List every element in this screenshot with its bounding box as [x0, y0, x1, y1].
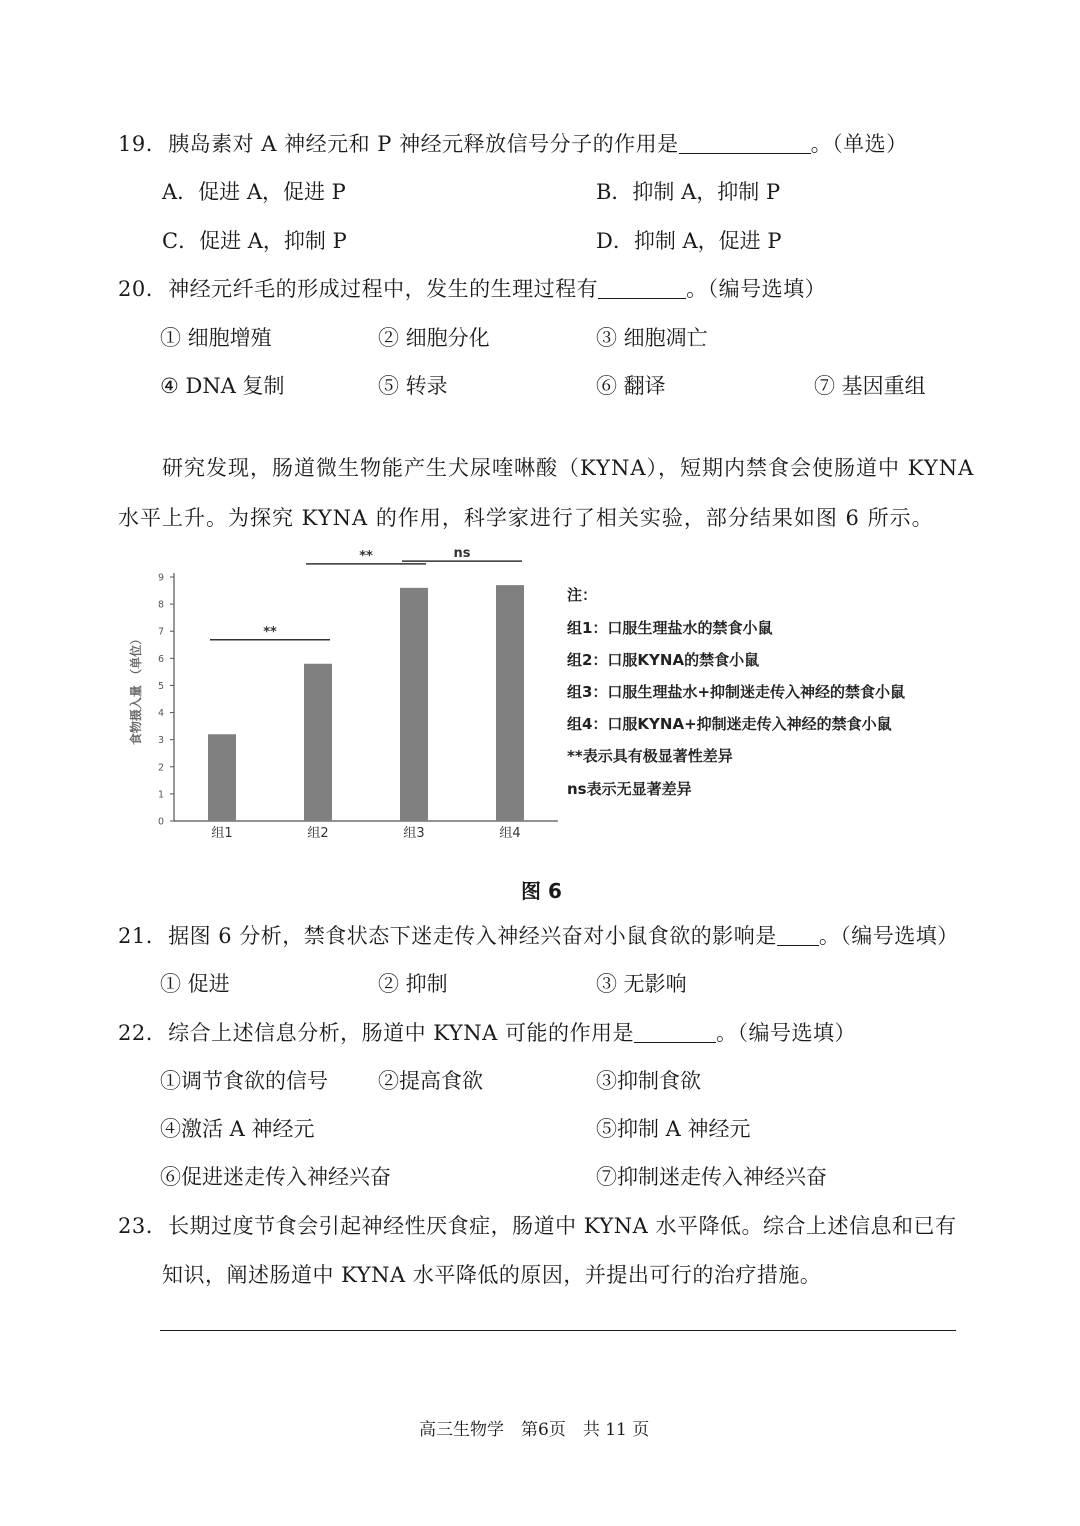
x-tick-label: 组4 — [499, 826, 521, 841]
note-significance: **表示具有极显著性差异 — [567, 747, 733, 765]
option-5[interactable]: ⑤抑制 A 神经元 — [596, 1117, 751, 1141]
question-tail: 。（编号选填） — [686, 277, 827, 301]
question-19 — [118, 128, 908, 158]
significance-label: ** — [263, 624, 277, 640]
note-group-1: 组1：口服生理盐水的禁食小鼠 — [567, 619, 773, 637]
option-4[interactable]: ④激活 A 神经元 — [160, 1117, 315, 1141]
y-tick-label: 3 — [157, 735, 164, 747]
option-2[interactable]: ② 细胞分化 — [378, 326, 490, 350]
question-text: 胰岛素对 A 神经元和 P 神经元释放信号分子的作用是 — [168, 132, 679, 156]
option-1[interactable]: ① 细胞增殖 — [160, 326, 272, 350]
option-5[interactable]: ⑤ 转录 — [378, 374, 448, 398]
option-7[interactable]: ⑦ 基因重组 — [814, 374, 926, 398]
question-tail: 。（编号选填） — [715, 1021, 856, 1045]
question-number: 19. — [118, 132, 153, 156]
notes-title: 注： — [567, 586, 598, 604]
option-d[interactable]: D．抑制 A，促进 P — [596, 229, 782, 253]
x-tick-label: 组3 — [403, 826, 425, 841]
bar-组4 — [496, 585, 524, 821]
option-6[interactable]: ⑥ 翻译 — [596, 374, 666, 398]
option-6[interactable]: ⑥促进迷走传入神经兴奋 — [160, 1165, 391, 1189]
question-22 — [118, 1017, 856, 1047]
answer-line[interactable] — [160, 1330, 956, 1331]
intro-line-1: 研究发现，肠道微生物能产生犬尿喹啉酸（KYNA），短期内禁食会使肠道中 KYNA — [162, 456, 975, 480]
note-group-2: 组2：口服KYNA的禁食小鼠 — [567, 651, 760, 669]
note-group-3: 组3：口服生理盐水+抑制迷走传入神经的禁食小鼠 — [567, 683, 906, 701]
intro-line-2: 水平上升。为探究 KYNA 的作用，科学家进行了相关实验，部分结果如图 6 所示。 — [118, 506, 934, 530]
question-21 — [118, 920, 959, 950]
question-20 — [118, 273, 826, 303]
y-axis-label: 食物摄入量 （单位） — [129, 632, 143, 746]
x-tick-label: 组1 — [211, 826, 233, 841]
option-1[interactable]: ① 促进 — [160, 972, 230, 996]
bar-组3 — [400, 588, 428, 821]
question-number: 21. — [118, 924, 153, 948]
option-b[interactable]: B．抑制 A，抑制 P — [596, 180, 781, 204]
answer-blank[interactable] — [634, 1021, 716, 1043]
answer-blank[interactable] — [777, 924, 819, 946]
question-number: 22. — [118, 1021, 153, 1045]
food-intake-bar-chart — [118, 546, 568, 855]
y-tick-label: 0 — [157, 816, 164, 828]
question-text: 据图 6 分析，禁食状态下迷走传入神经兴奋对小鼠食欲的影响是 — [168, 924, 777, 948]
option-c[interactable]: C．促进 A，抑制 P — [162, 229, 347, 253]
question-23-line-2: 知识，阐述肠道中 KYNA 水平降低的原因，并提出可行的治疗措施。 — [162, 1263, 822, 1287]
question-23 — [118, 1210, 956, 1240]
y-tick-label: 4 — [157, 708, 164, 720]
option-4[interactable]: ④ DNA 复制 — [160, 374, 285, 398]
bar-组1 — [208, 734, 236, 821]
question-text: 综合上述信息分析，肠道中 KYNA 可能的作用是 — [168, 1021, 634, 1045]
answer-blank[interactable] — [679, 132, 811, 154]
page-footer: 高三生物学 第6页 共 11 页 — [419, 1420, 650, 1440]
option-2[interactable]: ②提高食欲 — [378, 1069, 483, 1093]
bar-组2 — [304, 664, 332, 821]
question-tail: 。（编号选填） — [818, 924, 959, 948]
question-text: 神经元纤毛的形成过程中，发生的生理过程有 — [168, 277, 599, 301]
option-3[interactable]: ③抑制食欲 — [596, 1069, 701, 1093]
significance-label: ** — [359, 548, 373, 564]
note-group-4: 组4：口服KYNA+抑制迷走传入神经的禁食小鼠 — [567, 715, 892, 733]
y-tick-label: 7 — [157, 626, 164, 638]
option-a[interactable]: A．促进 A，促进 P — [162, 180, 346, 204]
y-tick-label: 8 — [157, 599, 164, 611]
note-ns: ns表示无显著差异 — [567, 780, 692, 798]
answer-blank[interactable] — [598, 277, 686, 299]
question-number: 20. — [118, 277, 153, 301]
option-3[interactable]: ③ 细胞凋亡 — [596, 326, 708, 350]
y-tick-label: 1 — [157, 789, 164, 801]
question-text-line-1: 长期过度节食会引起神经性厌食症，肠道中 KYNA 水平降低。综合上述信息和已有 — [168, 1214, 957, 1238]
figure-caption: 图 6 — [521, 879, 562, 903]
option-2[interactable]: ② 抑制 — [378, 972, 448, 996]
y-tick-label: 5 — [157, 680, 164, 692]
question-tail: 。（单选） — [810, 132, 908, 156]
y-tick-label: 2 — [157, 762, 164, 774]
y-tick-label: 9 — [157, 572, 164, 584]
option-3[interactable]: ③ 无影响 — [596, 972, 687, 996]
option-7[interactable]: ⑦抑制迷走传入神经兴奋 — [596, 1165, 827, 1189]
y-tick-label: 6 — [157, 653, 164, 665]
option-1[interactable]: ①调节食欲的信号 — [160, 1069, 328, 1093]
question-number: 23. — [118, 1214, 153, 1238]
significance-label: ns — [453, 546, 471, 562]
x-tick-label: 组2 — [307, 826, 329, 841]
